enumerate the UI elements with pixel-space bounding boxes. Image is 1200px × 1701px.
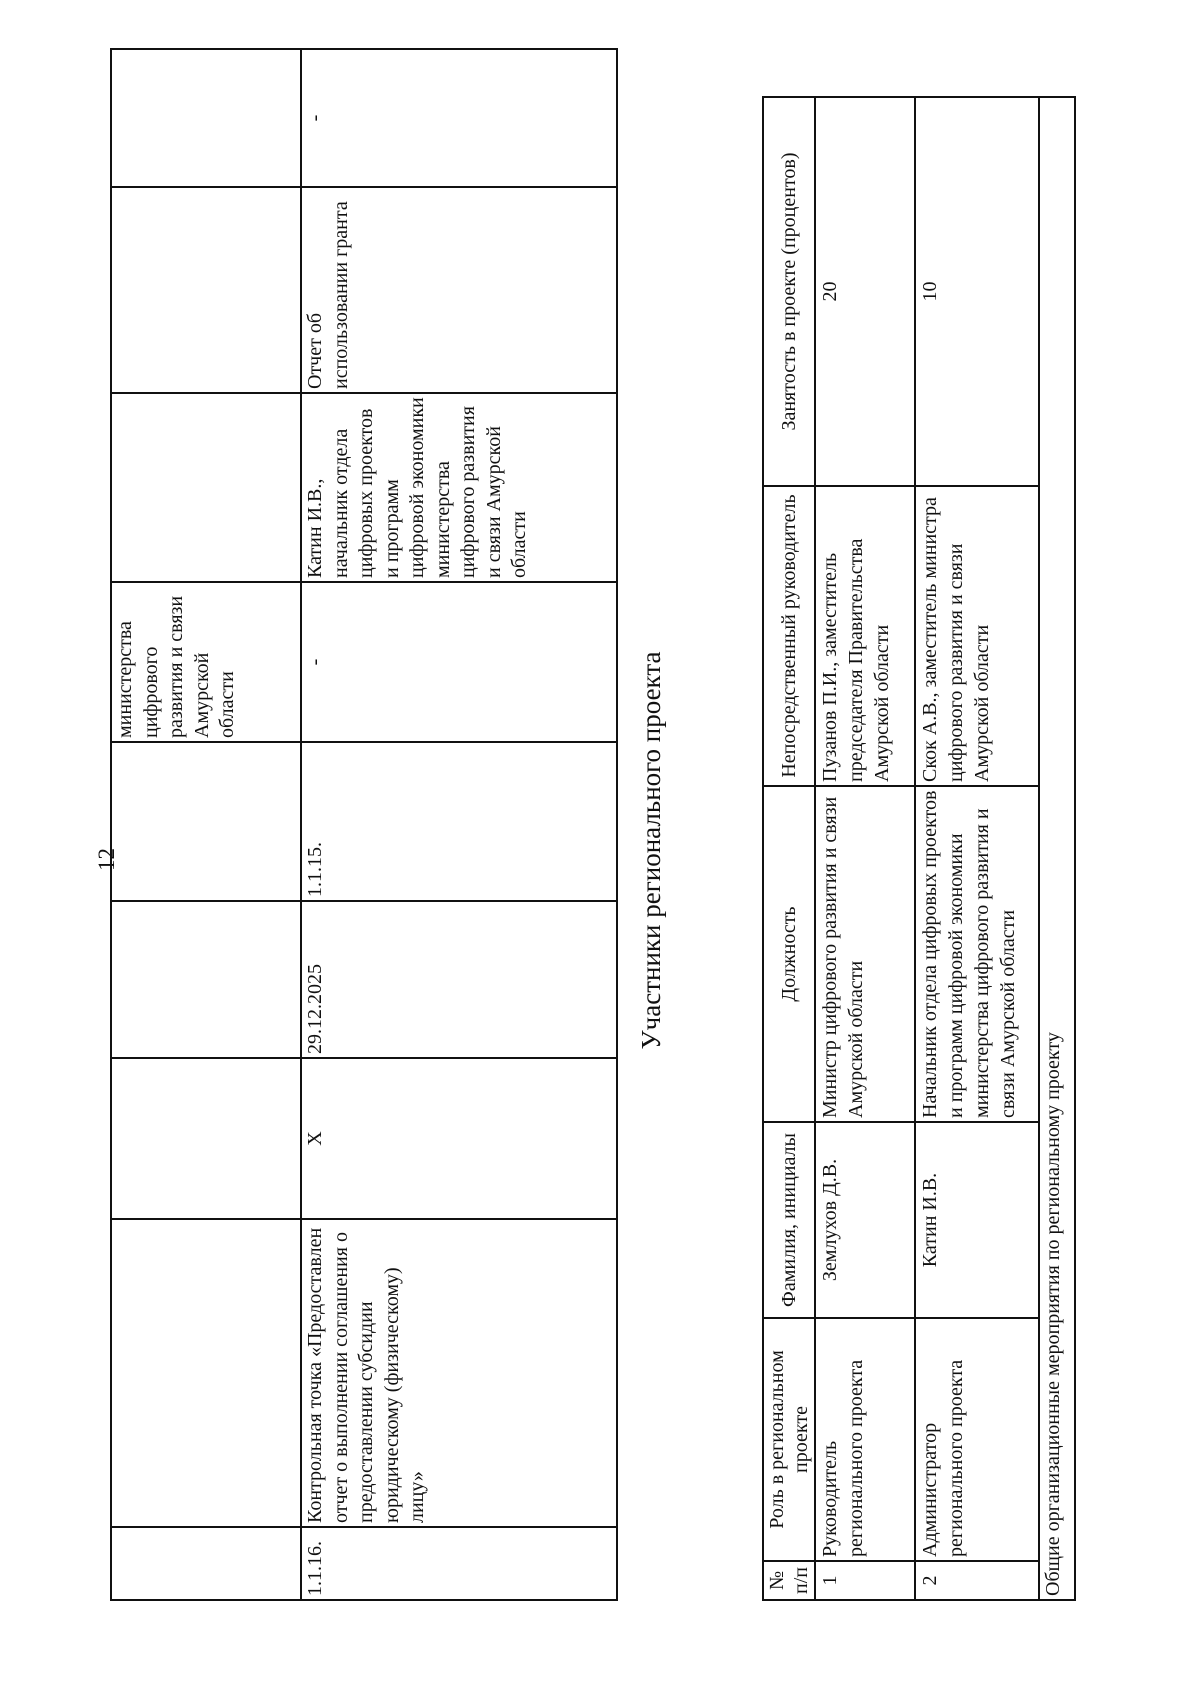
row-manager: Пузанов П.И., заместитель председателя Правительства Амурской области bbox=[815, 486, 915, 786]
row-manager: Скок А.В., заместитель министра цифрового развития и связи Амурской области bbox=[915, 486, 1039, 786]
table-cell bbox=[111, 742, 301, 901]
checkpoint-name: Контрольная точка «Предоставлен отчет о выполнении соглашения о предоставлении субсидии юридическому (физическому) лицу» bbox=[301, 1219, 617, 1527]
row-num: 2 bbox=[915, 1561, 1039, 1600]
row-position: Министр цифрового развития и связи Амурской области bbox=[815, 786, 915, 1122]
checkpoint-number: 1.1.16. bbox=[301, 1527, 617, 1600]
checkpoint-predecessor: 1.1.15. bbox=[301, 742, 617, 901]
checkpoint-type-mark: X bbox=[301, 1058, 617, 1219]
page-number: 12 bbox=[94, 848, 119, 871]
table-header-row bbox=[763, 97, 815, 1600]
header-position: Должность bbox=[763, 786, 815, 1122]
row-role: Администратор регионального проекта bbox=[915, 1318, 1039, 1561]
table-cell bbox=[111, 49, 301, 187]
header-role: Роль в региональном проекте bbox=[763, 1318, 815, 1561]
table-cell-responsible: министерства цифрового развития и связи Амурской области bbox=[111, 582, 301, 742]
header-manager: Непосредственный руководитель bbox=[763, 486, 815, 786]
row-employment: 10 bbox=[915, 97, 1039, 486]
checkpoint-result-doc: Отчет об использовании гранта bbox=[301, 187, 617, 393]
checkpoint-date: 29.12.2025 bbox=[301, 901, 617, 1058]
footer-text: Общие организационные мероприятия по региональному проекту bbox=[1039, 97, 1075, 1600]
row-name: Катин И.В. bbox=[915, 1122, 1039, 1318]
row-num: 1 bbox=[815, 1561, 915, 1600]
checkpoint-responsible: Катин И.В., начальник отдела цифровых проектов и программ цифровой экономики министерства цифрового развития и связи Амурской области bbox=[301, 393, 617, 582]
section-title: Участники регионального проекта bbox=[636, 651, 666, 1050]
row-position: Начальник отдела цифровых проектов и программ цифровой экономики министерства цифрового развития и связи Амурской области bbox=[915, 786, 1039, 1122]
header-num: № п/п bbox=[763, 1561, 815, 1600]
schedule-table bbox=[110, 48, 618, 1601]
header-name: Фамилия, инициалы bbox=[763, 1122, 815, 1318]
row-employment: 20 bbox=[815, 97, 915, 486]
table-cell bbox=[111, 1219, 301, 1527]
row-role: Руководитель регионального проекта bbox=[815, 1318, 915, 1561]
checkpoint-successor: - bbox=[301, 582, 617, 742]
table-row bbox=[111, 49, 301, 1600]
table-cell bbox=[111, 901, 301, 1058]
table-cell bbox=[111, 1527, 301, 1600]
table-footer-row bbox=[1039, 97, 1075, 1600]
table-cell bbox=[111, 1058, 301, 1219]
table-row bbox=[301, 49, 617, 1600]
table-row bbox=[915, 97, 1039, 1600]
table-row bbox=[815, 97, 915, 1600]
checkpoint-col8: - bbox=[301, 49, 617, 187]
participants-table bbox=[762, 96, 1076, 1601]
header-employment: Занятость в проекте (процентов) bbox=[763, 97, 815, 486]
table-cell bbox=[111, 187, 301, 393]
row-name: Землухов Д.В. bbox=[815, 1122, 915, 1318]
table-cell bbox=[111, 393, 301, 582]
